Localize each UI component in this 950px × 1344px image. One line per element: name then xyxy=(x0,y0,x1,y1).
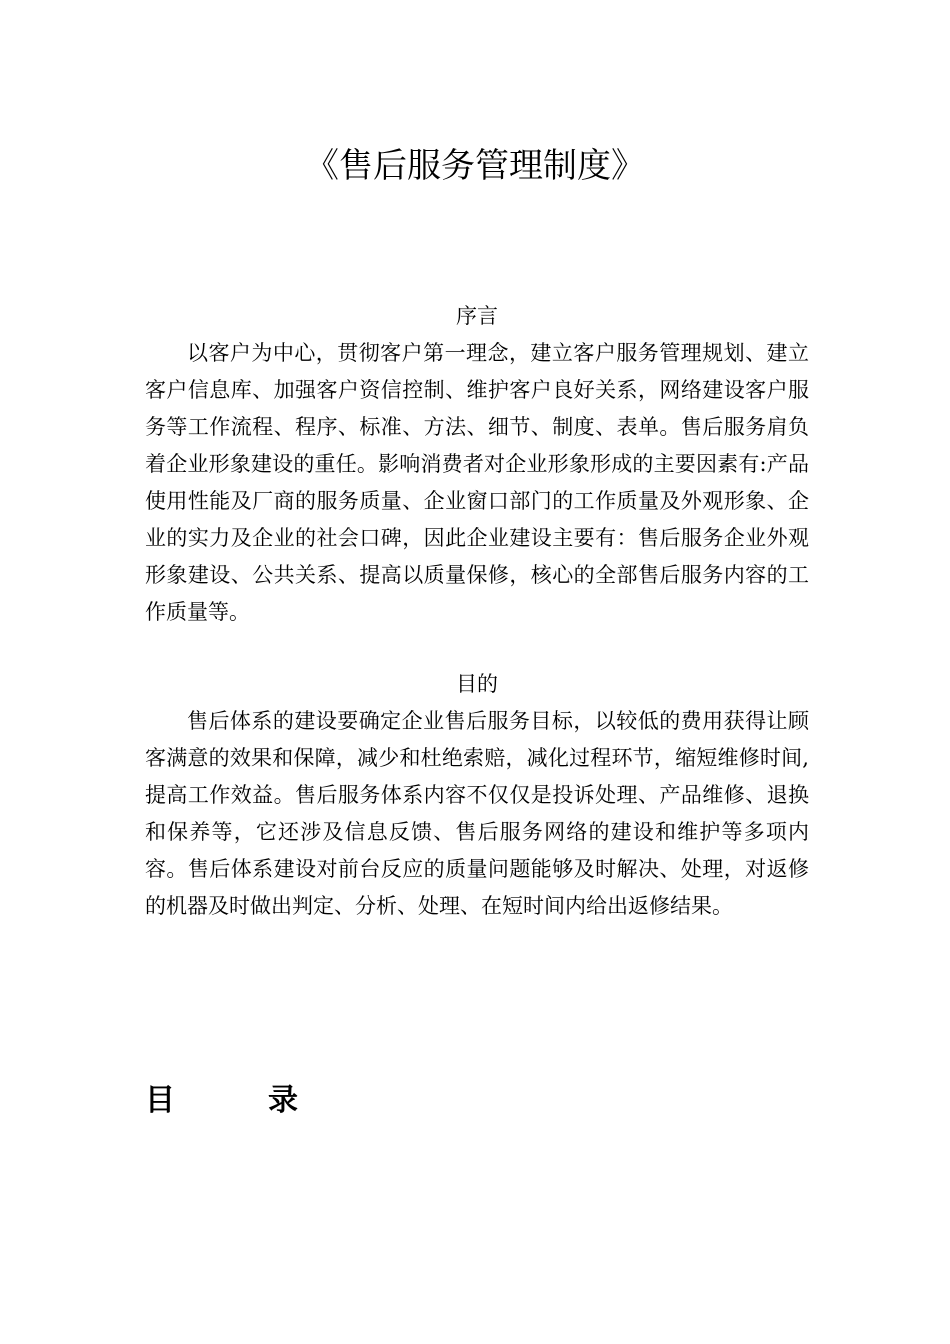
toc-heading-char-1: 目 xyxy=(145,1083,175,1118)
purpose-section xyxy=(145,666,809,925)
document-title: 《售后服务管理制度》 xyxy=(305,146,645,186)
preface-heading: 序言 xyxy=(456,304,498,328)
purpose-body: 售后体系的建设要确定企业售后服务目标，以较低的费用获得让顾客满意的效果和保障，减少和杜绝索赔，减化过程环节，缩短维修时间,提高工作效益。售后服务体系内容不仅仅是投诉处理、产品维修、退换和保养等，它还涉及信息反馈、售后服务网络的建设和维护等多项内容。售后体系建设对前台反应的质量问题能够及时解决、处理，对返修的机器及时做出判定、分析、处理、在短时间内给出返修结果。 xyxy=(145,709,809,918)
purpose-heading: 目的 xyxy=(456,672,498,696)
preface-section xyxy=(145,298,809,631)
table-of-contents-heading xyxy=(145,1080,298,1122)
preface-body: 以客户为中心，贯彻客户第一理念，建立客户服务管理规划、建立客户信息库、加强客户资信控制、维护客户良好关系，网络建设客户服务等工作流程、程序、标准、方法、细节、制度、表单。售后服务肩负着企业形象建设的重任。影响消费者对企业形象形成的主要因素有:产品使用性能及厂商的服务质量、企业窗口部门的工作质量及外观形象、企业的实力及企业的社会口碑，因此企业建设主要有：售后服务企业外观形象建设、公共关系、提高以质量保修，核心的全部售后服务内容的工作质量等。 xyxy=(145,341,809,624)
toc-heading-char-2: 录 xyxy=(268,1083,298,1118)
